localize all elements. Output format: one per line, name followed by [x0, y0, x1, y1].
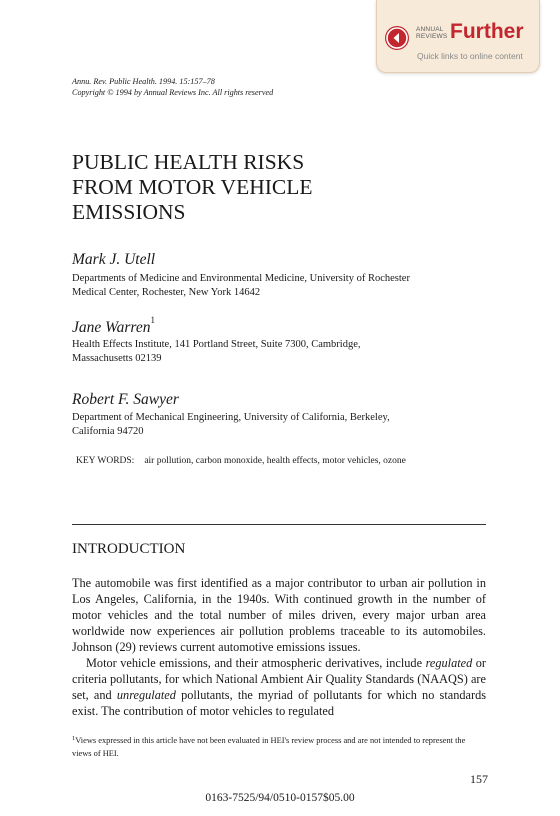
author-affiliation: Departments of Medicine and Environmental Medicine, University of Rochester Medical Center, Rochester, New York 14642: [72, 273, 410, 298]
title-line-3: EMISSIONS: [72, 200, 186, 224]
paragraph: The automobile was first identified as a major contributor to urban air pollution in Los Angeles, California, in the 1940s. With continued growth in the number of motor vehicles and the total number of miles driven, every major urban area worldwide now experiences air pollution problems traceable to its automobiles. Johnson (29) reviews current automotive emissions issues.: [72, 576, 486, 654]
author-footnote-mark: 1: [150, 315, 155, 325]
page-number: 157: [470, 772, 488, 786]
author-block: [72, 391, 390, 439]
footnote-mark: 1: [72, 735, 76, 742]
title-line-2: FROM MOTOR VEHICLE: [72, 175, 313, 199]
citation-copyright: Copyright © 1994 by Annual Reviews Inc. All rights reserved: [72, 88, 274, 97]
keywords-label: KEY WORDS:: [76, 456, 135, 466]
title-line-1: PUBLIC HEALTH RISKS: [72, 150, 305, 174]
publisher-line-2: REVIEWS: [416, 33, 448, 40]
author-block: [72, 315, 361, 366]
article-title: [72, 150, 313, 225]
further-badge-link[interactable]: [376, 0, 540, 73]
citation-journal: Annu. Rev. Public Health. 1994. 15:157–78: [72, 77, 215, 86]
speaker-arrow-icon: [385, 26, 409, 50]
emphasis-regulated: regulated: [425, 656, 473, 670]
keywords: [76, 456, 406, 466]
section-heading: INTRODUCTION: [72, 541, 186, 557]
publisher-line-1: ANNUAL: [416, 26, 444, 33]
footnote: [72, 735, 486, 760]
author-name: Mark J. Utell: [72, 251, 156, 268]
author-block: [72, 251, 410, 300]
body-text: [72, 575, 486, 719]
price-code: 0163-7525/94/0510-0157$05.00: [205, 792, 355, 804]
further-sublabel: Quick links to online content: [417, 51, 523, 61]
author-name: Jane Warren$^1$: [72, 315, 155, 337]
keywords-value: air pollution, carbon monoxide, health effects, motor vehicles, ozone: [144, 456, 406, 466]
author-affiliation: Health Effects Institute, 141 Portland Street, Suite 7300, Cambridge, Massachusetts 02139: [72, 339, 361, 365]
author-affiliation: Department of Mechanical Engineering, University of California, Berkeley, California 94720: [72, 412, 390, 437]
section-divider: [72, 524, 486, 525]
further-label: Further: [450, 20, 524, 43]
author-name: Robert F. Sawyer: [72, 391, 179, 408]
footnote-text: Views expressed in this article have not been evaluated in HEI's review process and are not intended to represent the views of HEI.: [72, 736, 466, 758]
emphasis-unregulated: unregulated: [116, 688, 176, 702]
citation: [72, 76, 273, 98]
publisher-name: [416, 26, 447, 40]
paragraph: Motor vehicle emissions, and their atmospheric derivatives, include regulated or criteria pollutants, for which National Ambient Air Quality Standards (NAAQS) are set, and unregulated pollutants, the myriad of pollutants for which no standards exist. The contribution of motor vehicles to regulated: [72, 656, 487, 718]
